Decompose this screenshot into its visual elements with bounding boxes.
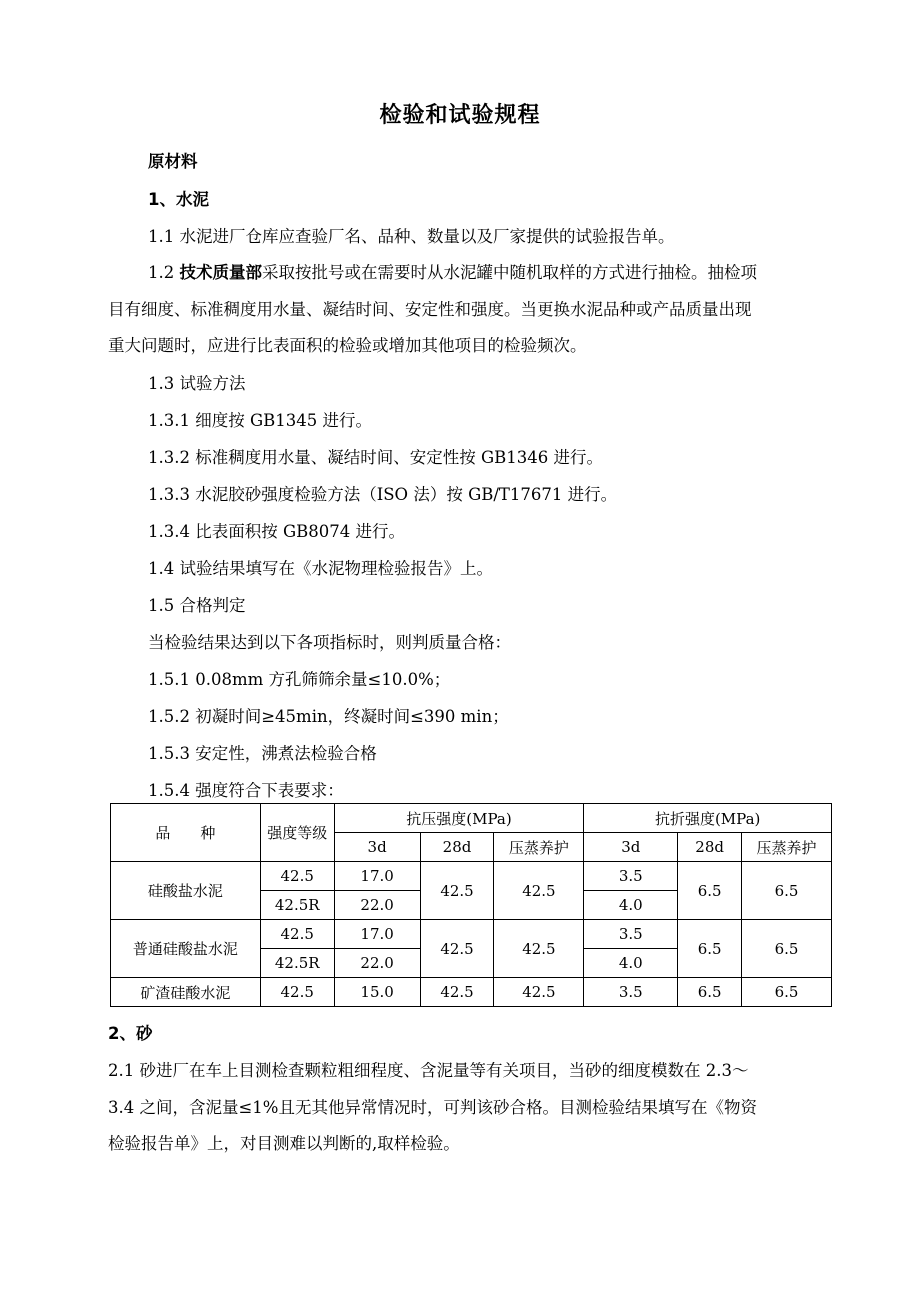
row-name: 普通硅酸盐水泥 — [111, 920, 261, 978]
header-comp-28d: 28d — [420, 833, 494, 862]
cell-comp-steam: 42.5 — [494, 920, 584, 978]
page-title: 检验和试验规程 — [379, 103, 541, 128]
cell-grade: 42.5 — [260, 978, 334, 1007]
clause-1-1: 1.1 水泥进厂仓库应查验厂名、品种、数量以及厂家提供的试验报告单。 — [148, 227, 675, 246]
cell-grade: 42.5 — [260, 862, 334, 891]
cell-flex-3d: 3.5 — [584, 920, 678, 949]
clause-1-2-text: 采取按批号或在需要时从水泥罐中随机取样的方式进行抽检。抽检项 — [262, 263, 757, 282]
cell-comp-3d: 22.0 — [334, 891, 420, 920]
clause-1-5-4: 1.5.4 强度符合下表要求： — [148, 781, 344, 800]
clause-2-1-line2: 3.4 之间，含泥量≤1%且无其他异常情况时，可判该砂合格。目测检验结果填写在《物资 — [108, 1097, 757, 1117]
clause-1-3-3: 1.3.3 水泥胶砂强度检验方法（ISO 法）按 GB/T17671 进行。 — [148, 485, 618, 504]
cell-comp-28d: 42.5 — [420, 862, 494, 920]
cell-flex-3d: 3.5 — [584, 978, 678, 1007]
clause-2-1-line3: 检验报告单》上，对目测难以判断的,取样检验。 — [108, 1134, 460, 1153]
cell-comp-3d: 22.0 — [334, 949, 420, 978]
clause-1-5-2: 1.5.2 初凝时间≥45min，终凝时间≤390 min； — [148, 707, 509, 726]
clause-1-2 — [108, 255, 830, 365]
clause-1-3-4: 1.3.4 比表面积按 GB8074 进行。 — [148, 522, 406, 541]
cell-flex-steam: 6.5 — [742, 978, 832, 1007]
clause-1-4: 1.4 试验结果填写在《水泥物理检验报告》上。 — [148, 559, 493, 578]
cell-flex-28d: 6.5 — [678, 862, 742, 920]
cell-comp-28d: 42.5 — [420, 920, 494, 978]
clause-2-1-line1: 2.1 砂进厂在车上目测检查颗粒粗细程度、含泥量等有关项目，当砂的细度模数在 2.3～ — [108, 1061, 749, 1080]
clause-1-5: 1.5 合格判定 — [148, 596, 246, 615]
cell-grade: 42.5R — [260, 891, 334, 920]
header-compressive: 抗压强度(MPa) — [334, 804, 584, 833]
section-heading-cement: 1、水泥 — [148, 190, 209, 209]
cell-comp-3d: 17.0 — [334, 862, 420, 891]
row-name: 矿渣硅酸水泥 — [111, 978, 261, 1007]
header-comp-3d: 3d — [334, 833, 420, 862]
clause-1-2-number: 1.2 — [148, 263, 180, 282]
cell-comp-28d: 42.5 — [420, 978, 494, 1007]
header-variety: 品 种 — [111, 804, 261, 862]
cell-flex-28d: 6.5 — [678, 978, 742, 1007]
cell-flex-steam: 6.5 — [742, 920, 832, 978]
cell-flex-steam: 6.5 — [742, 862, 832, 920]
clause-1-2-line3: 重大问题时，应进行比表面积的检验或增加其他项目的检验频次。 — [108, 336, 587, 355]
cell-comp-steam: 42.5 — [494, 862, 584, 920]
cell-grade: 42.5R — [260, 949, 334, 978]
header-flex-28d: 28d — [678, 833, 742, 862]
header-flex-3d: 3d — [584, 833, 678, 862]
header-flexural: 抗折强度(MPa) — [584, 804, 832, 833]
cell-flex-3d: 3.5 — [584, 862, 678, 891]
section-heading-raw-materials: 原材料 — [148, 152, 198, 171]
cell-flex-3d: 4.0 — [584, 949, 678, 978]
header-comp-steam: 压蒸养护 — [494, 833, 584, 862]
clause-1-5-intro: 当检验结果达到以下各项指标时，则判质量合格： — [148, 633, 511, 652]
clause-1-2-line1 — [108, 255, 830, 292]
clause-1-5-3: 1.5.3 安定性，沸煮法检验合格 — [148, 744, 377, 763]
cell-grade: 42.5 — [260, 920, 334, 949]
clause-1-5-1: 1.5.1 0.08mm 方孔筛筛余量≤10.0%； — [148, 670, 451, 689]
dept-name: 技术质量部 — [179, 263, 262, 282]
cell-comp-steam: 42.5 — [494, 978, 584, 1007]
section-heading-sand: 2、砂 — [108, 1024, 153, 1043]
clause-1-3-1: 1.3.1 细度按 GB1345 进行。 — [148, 411, 373, 430]
strength-table — [110, 803, 832, 1007]
cell-comp-3d: 15.0 — [334, 978, 420, 1007]
clause-1-3: 1.3 试验方法 — [148, 374, 246, 393]
clause-2-1 — [108, 1053, 830, 1163]
header-grade: 强度等级 — [260, 804, 334, 862]
cell-comp-3d: 17.0 — [334, 920, 420, 949]
header-flex-steam: 压蒸养护 — [742, 833, 832, 862]
row-name: 硅酸盐水泥 — [111, 862, 261, 920]
cell-flex-28d: 6.5 — [678, 920, 742, 978]
clause-1-2-line2: 目有细度、标准稠度用水量、凝结时间、安定性和强度。当更换水泥品种或产品质量出现 — [108, 299, 752, 319]
cell-flex-3d: 4.0 — [584, 891, 678, 920]
clause-1-3-2: 1.3.2 标准稠度用水量、凝结时间、安定性按 GB1346 进行。 — [148, 448, 604, 467]
